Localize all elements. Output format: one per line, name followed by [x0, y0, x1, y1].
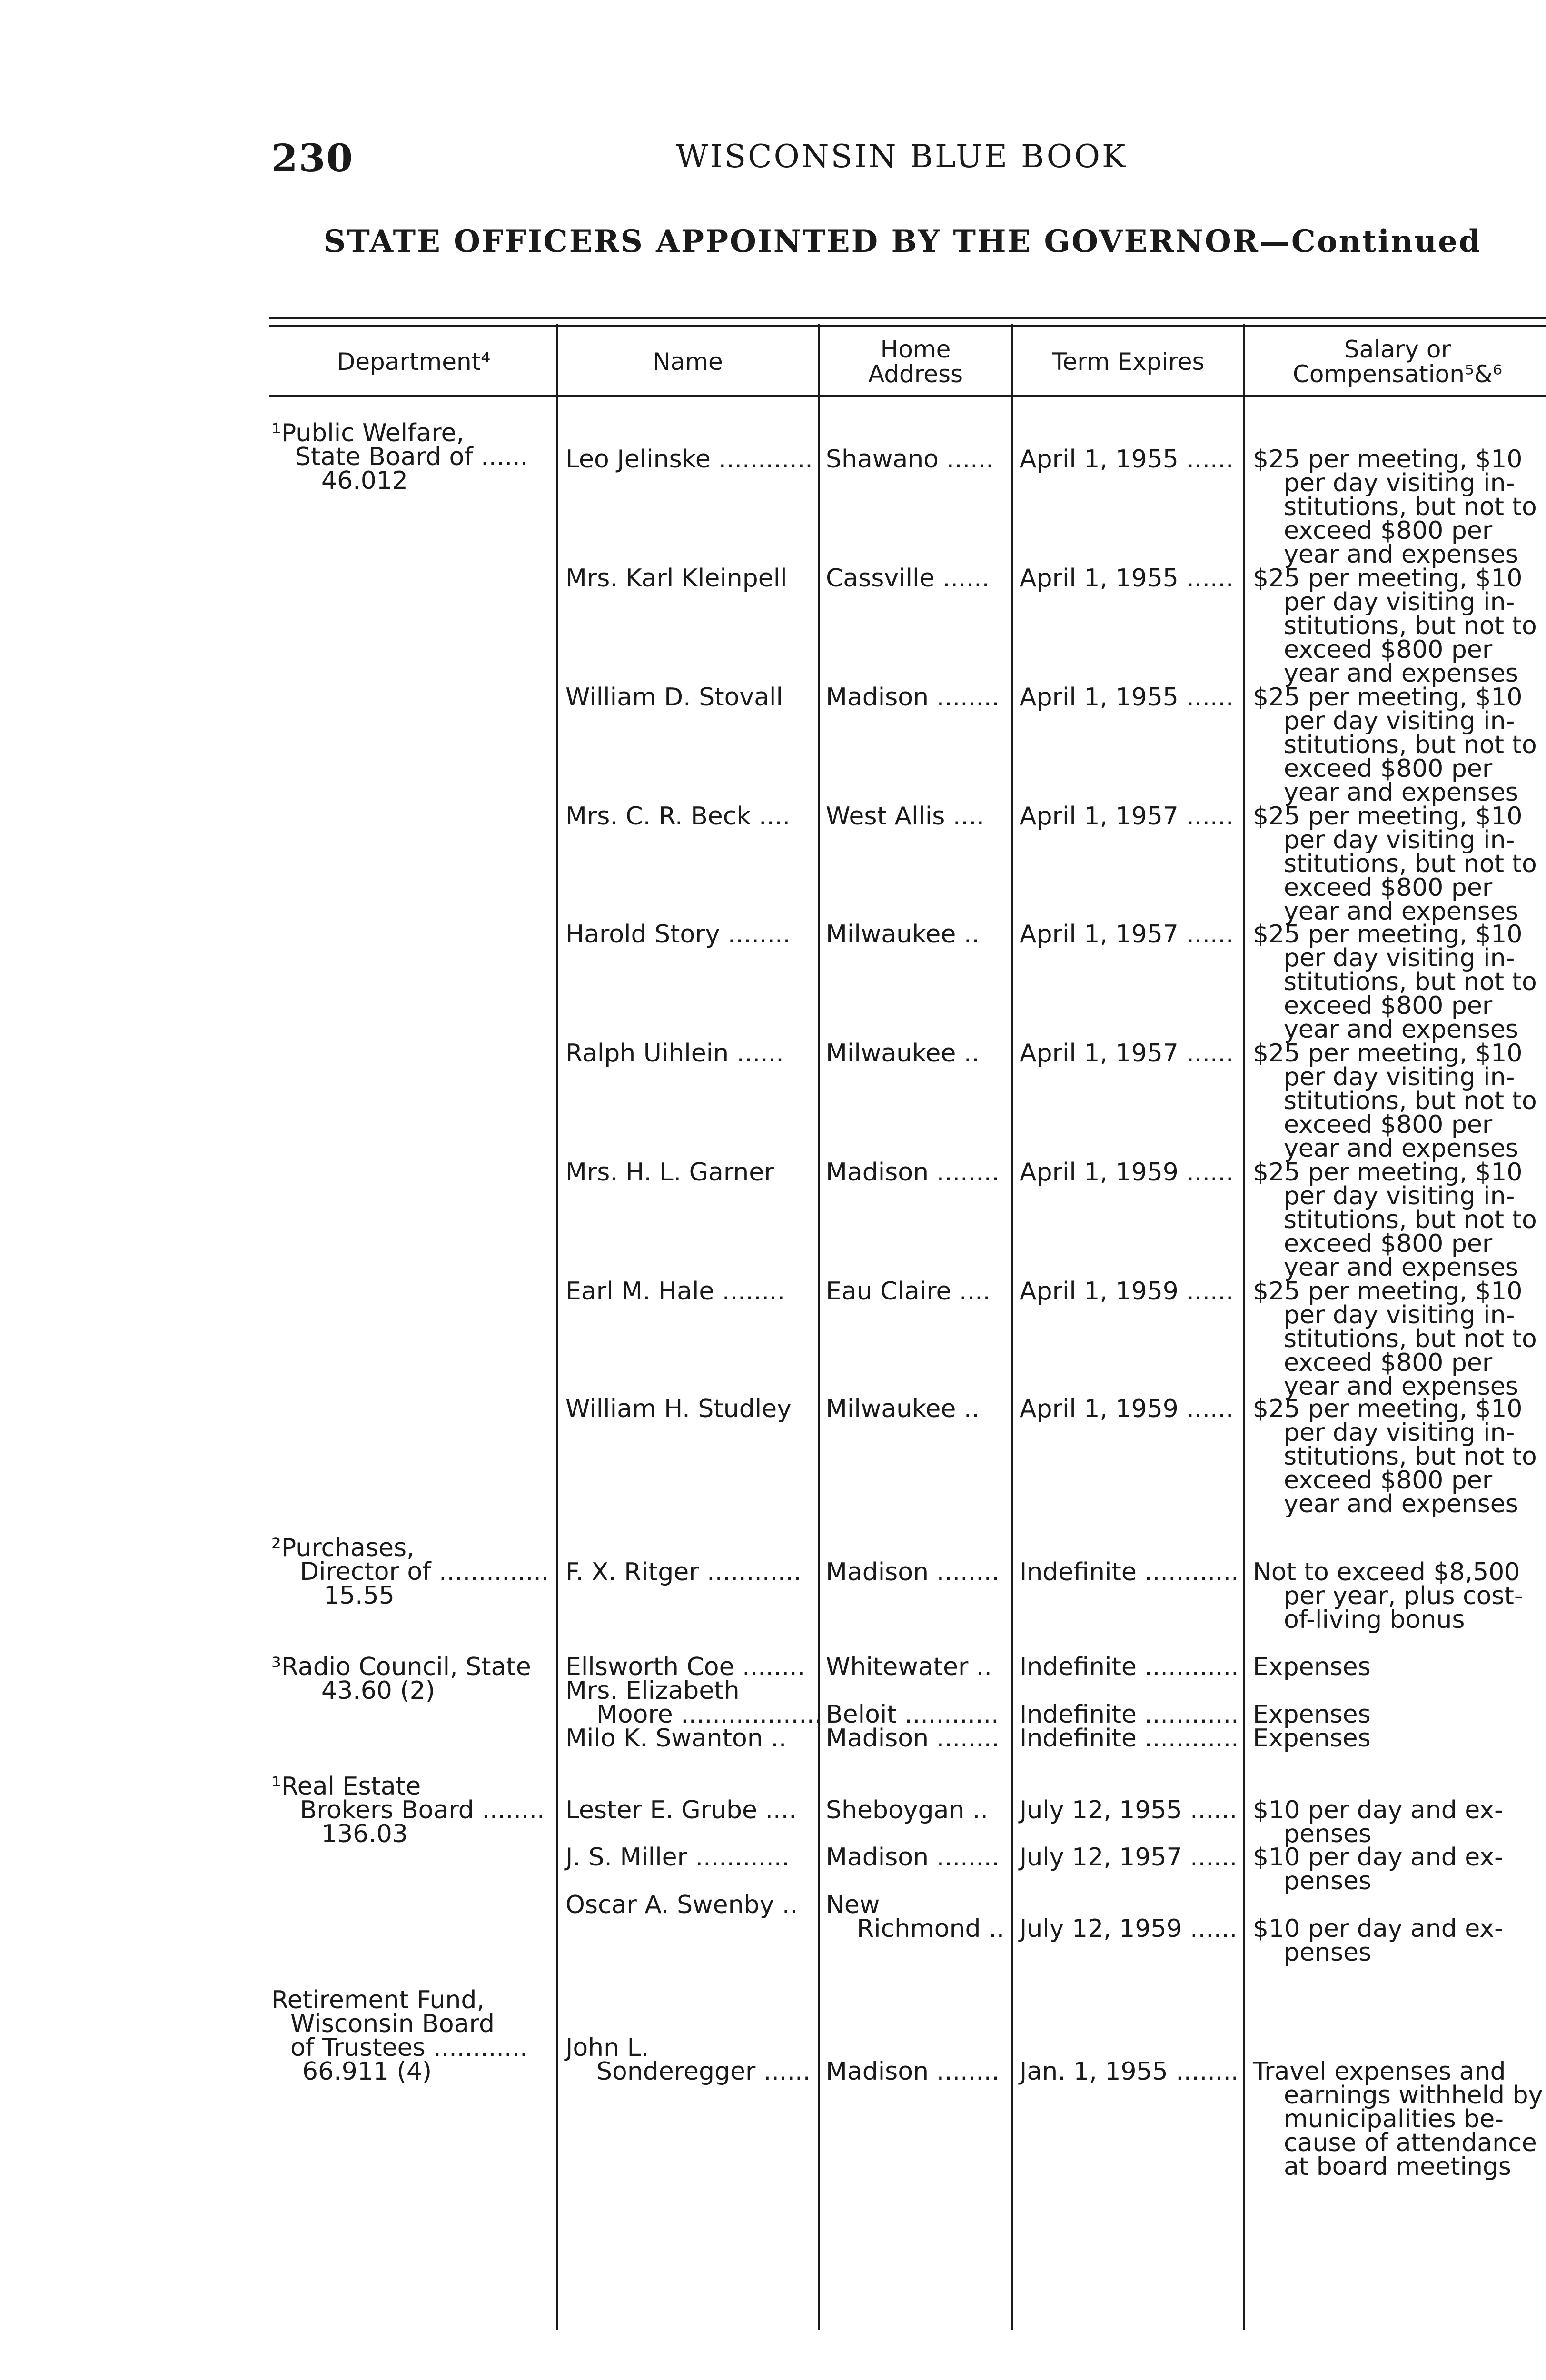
header-home-address	[820, 333, 1011, 390]
header-department: Department⁴	[337, 347, 491, 376]
table-row-salary	[1253, 802, 1546, 926]
statute-ref: 66.911 (4)	[302, 2057, 432, 2086]
salary-line: $10 per day and ex-	[1253, 1914, 1503, 1943]
table-row-term: April 1, 1959 ......	[1020, 1395, 1234, 1423]
table-top-rule	[269, 317, 1546, 319]
table-row-name: Leo Jelinske ............	[565, 445, 813, 474]
salary-line: per day visiting in-	[1284, 469, 1515, 497]
table-row-name: F. X. Ritger ............	[565, 1558, 802, 1587]
table-row-salary	[1253, 1845, 1546, 1893]
table-row-term: April 1, 1957 ......	[1020, 920, 1234, 949]
header-salary	[1245, 333, 1546, 390]
table-row-salary	[1253, 920, 1546, 1044]
department-retirement-fund	[271, 1986, 557, 2086]
table-row-address: Beloit ............	[826, 1700, 999, 1729]
column-divider	[1011, 324, 1013, 2330]
table-row-name: William D. Stovall	[565, 683, 783, 712]
column-divider	[1243, 324, 1245, 2330]
table-row-name: Harold Story ........	[565, 920, 791, 949]
table-row-salary	[1253, 1039, 1546, 1163]
salary-line: penses	[1284, 1820, 1372, 1848]
header-home-address-line1: Home	[880, 335, 951, 363]
salary-line: exceed $800 per	[1284, 873, 1493, 902]
salary-line: exceed $800 per	[1284, 754, 1493, 783]
table-row-address: Milwaukee ..	[826, 920, 980, 949]
table-row-address: Eau Claire ....	[826, 1277, 991, 1306]
header-term-expires: Term Expires	[1052, 347, 1205, 376]
salary-line: stitutions, but not to	[1284, 1206, 1537, 1234]
salary-line: year and expenses	[1284, 1372, 1518, 1401]
salary-line: year and expenses	[1284, 1490, 1518, 1518]
salary-line: stitutions, but not to	[1284, 1087, 1537, 1115]
table-row-salary	[1253, 1798, 1546, 1846]
salary-line: per day visiting in-	[1284, 826, 1515, 854]
salary-line: penses	[1284, 1867, 1372, 1895]
table-row-term: April 1, 1955 ......	[1020, 683, 1234, 712]
table-row-salary	[1253, 1914, 1546, 1967]
name-line: Mrs. Elizabeth	[565, 1676, 740, 1705]
department-line: Retirement Fund,	[271, 1986, 485, 2014]
table-row-address: Milwaukee ..	[826, 1039, 980, 1068]
salary-line: per year, plus cost-	[1284, 1582, 1523, 1610]
table-row-address: West Allis ....	[826, 802, 985, 831]
salary-line: $10 per day and ex-	[1253, 1796, 1503, 1825]
salary-line: stitutions, but not to	[1284, 1325, 1537, 1353]
table-row-term: April 1, 1959 ......	[1020, 1277, 1234, 1306]
page-number: 230	[271, 136, 354, 180]
salary-line: per day visiting in-	[1284, 707, 1515, 735]
table-row-term: Indefinite ............	[1020, 1724, 1239, 1753]
table-row-address: Madison ........	[826, 2057, 1000, 2086]
table-row-term: April 1, 1959 ......	[1020, 1158, 1234, 1187]
salary-line: municipalities be-	[1284, 2105, 1504, 2133]
salary-line: penses	[1284, 1938, 1372, 1967]
salary-line: $10 per day and ex-	[1253, 1843, 1503, 1872]
table-row-name: Ralph Uihlein ......	[565, 1039, 784, 1068]
salary-line: Not to exceed $8,500	[1253, 1558, 1520, 1587]
table-row-address: Whitewater ..	[826, 1653, 992, 1681]
salary-line: $25 per meeting, $10	[1253, 1277, 1523, 1306]
table-row-name: J. S. Miller ............	[565, 1843, 790, 1872]
salary-line: exceed $800 per	[1284, 1349, 1493, 1377]
table-row-salary	[1253, 1397, 1546, 1516]
header-home-address-line2: Address	[868, 360, 963, 388]
header-salary-line1: Salary or	[1344, 335, 1451, 363]
table-row-address: Madison ........	[826, 1158, 1000, 1187]
salary-line: $25 per meeting, $10	[1253, 683, 1523, 712]
department-line: of Trustees ............	[290, 2033, 528, 2062]
address-line: New	[826, 1891, 880, 1919]
salary-line: of-living bonus	[1284, 1606, 1465, 1634]
table-row-name: Oscar A. Swenby ..	[565, 1891, 798, 1919]
table-row-address: Milwaukee ..	[826, 1395, 980, 1423]
salary-line: exceed $800 per	[1284, 992, 1493, 1020]
salary-line: year and expenses	[1284, 1015, 1518, 1044]
table-row-term: April 1, 1957 ......	[1020, 802, 1234, 831]
statute-ref: 46.012	[321, 466, 408, 495]
table-row-salary	[1253, 1158, 1546, 1282]
salary-line: stitutions, but not to	[1284, 968, 1537, 996]
department-public-welfare	[271, 421, 557, 493]
salary-line: year and expenses	[1284, 897, 1518, 926]
salary-line: $25 per meeting, $10	[1253, 1395, 1523, 1423]
salary-line: cause of attendance	[1284, 2129, 1537, 2157]
table-row-name: Mrs. C. R. Beck ....	[565, 802, 791, 831]
salary-line: per day visiting in-	[1284, 1063, 1515, 1091]
salary-line: stitutions, but not to	[1284, 612, 1537, 640]
table-row-term: July 12, 1955 ......	[1020, 1796, 1238, 1825]
table-row-address: Madison ........	[826, 1558, 1000, 1587]
department-line: State Board of ......	[295, 443, 528, 471]
table-row-name: Lester E. Grube ....	[565, 1796, 797, 1825]
department-radio-council	[271, 1655, 557, 1703]
table-row-salary	[1253, 445, 1546, 569]
table-row-address: Madison ........	[826, 1724, 1000, 1753]
department-line: Brokers Board ........	[300, 1796, 545, 1825]
department-line: ³Radio Council, State	[271, 1653, 531, 1681]
table-row-salary	[1253, 2057, 1546, 2181]
salary-line: exceed $800 per	[1284, 1111, 1493, 1139]
salary-line: exceed $800 per	[1284, 516, 1493, 545]
salary-line: $25 per meeting, $10	[1253, 802, 1523, 831]
salary-line: per day visiting in-	[1284, 1301, 1515, 1329]
table-row-salary: Expenses	[1253, 1653, 1371, 1681]
salary-line: year and expenses	[1284, 1134, 1518, 1163]
table-row-name: Mrs. H. L. Garner	[565, 1158, 774, 1187]
running-head: WISCONSIN BLUE BOOK	[676, 138, 1128, 175]
table-row-term: Jan. 1, 1955 ........	[1020, 2057, 1239, 2086]
address-line: Richmond ..	[857, 1914, 1005, 1943]
salary-line: per day visiting in-	[1284, 1182, 1515, 1210]
table-row-salary	[1253, 1560, 1546, 1632]
table-row-address: Sheboygan ..	[826, 1796, 988, 1825]
table-row-term: April 1, 1957 ......	[1020, 1039, 1234, 1068]
column-divider	[818, 324, 820, 2330]
salary-line: $25 per meeting, $10	[1253, 564, 1523, 593]
name-line: Sonderegger ......	[596, 2057, 811, 2086]
table-row-salary: Expenses	[1253, 1700, 1371, 1729]
department-purchases	[271, 1534, 557, 1610]
table-row-name: Earl M. Hale ........	[565, 1277, 785, 1306]
header-bottom-rule	[269, 395, 1546, 397]
salary-line: year and expenses	[1284, 659, 1518, 688]
salary-line: earnings withheld by	[1284, 2081, 1543, 2110]
table-row-name	[565, 1676, 823, 1729]
salary-line: exceed $800 per	[1284, 1230, 1493, 1258]
salary-line: stitutions, but not to	[1284, 850, 1537, 878]
salary-line: $25 per meeting, $10	[1253, 445, 1523, 474]
table-row-address: Cassville ......	[826, 564, 990, 593]
salary-line: stitutions, but not to	[1284, 731, 1537, 759]
salary-line: $25 per meeting, $10	[1253, 1158, 1523, 1187]
department-line: ²Purchases,	[271, 1534, 415, 1562]
department-line: Wisconsin Board	[290, 2010, 495, 2038]
table-row-address: Madison ........	[826, 683, 1000, 712]
salary-line: $25 per meeting, $10	[1253, 1039, 1523, 1068]
table-row-name: William H. Studley	[565, 1395, 792, 1423]
table-row-term: Indefinite ............	[1020, 1653, 1239, 1681]
salary-line: exceed $800 per	[1284, 635, 1493, 664]
table-top-rule-thin	[269, 325, 1546, 327]
name-line: Moore ..................	[596, 1700, 823, 1729]
department-line: Director of ..............	[300, 1557, 549, 1586]
table-row-address: Shawano ......	[826, 445, 994, 474]
table-row-name: Mrs. Karl Kleinpell	[565, 564, 787, 593]
page-title: STATE OFFICERS APPOINTED BY THE GOVERNOR—Continued	[324, 224, 1482, 259]
table-row-term: April 1, 1955 ......	[1020, 445, 1234, 474]
name-line: John L.	[565, 2033, 649, 2062]
statute-ref: 136.03	[321, 1820, 408, 1848]
table-row-address: Madison ........	[826, 1843, 1000, 1872]
salary-line: year and expenses	[1284, 1253, 1518, 1282]
salary-line: exceed $800 per	[1284, 1466, 1493, 1495]
table-row-term: July 12, 1959 ......	[1020, 1914, 1238, 1943]
salary-line: per day visiting in-	[1284, 588, 1515, 616]
table-row-term: July 12, 1957 ......	[1020, 1843, 1238, 1872]
department-line: ¹Real Estate	[271, 1772, 421, 1801]
table-row-term: April 1, 1955 ......	[1020, 564, 1234, 593]
table-row-address	[826, 1893, 1011, 1941]
header-name: Name	[653, 347, 723, 376]
table-row-term: Indefinite ............	[1020, 1558, 1239, 1587]
salary-line: at board meetings	[1284, 2152, 1512, 2181]
salary-line: Travel expenses and	[1253, 2057, 1506, 2086]
table-row-term: Indefinite ............	[1020, 1700, 1239, 1729]
salary-line: stitutions, but not to	[1284, 1442, 1537, 1471]
salary-line: year and expenses	[1284, 540, 1518, 569]
salary-line: per day visiting in-	[1284, 1418, 1515, 1447]
table-row-name: Milo K. Swanton ..	[565, 1724, 787, 1753]
statute-ref: 43.60 (2)	[321, 1676, 436, 1705]
table-row-salary	[1253, 683, 1546, 807]
department-real-estate	[271, 1772, 557, 1848]
table-row-name	[565, 2033, 818, 2086]
header-salary-line2: Compensation⁵&⁶	[1293, 360, 1502, 388]
table-row-salary	[1253, 1277, 1546, 1401]
salary-line: $25 per meeting, $10	[1253, 920, 1523, 949]
statute-ref: 15.55	[324, 1581, 395, 1610]
department-line: ¹Public Welfare,	[271, 419, 465, 447]
table-row-salary	[1253, 564, 1546, 688]
table-row-salary: Expenses	[1253, 1724, 1371, 1753]
table-row-name: Ellsworth Coe ........	[565, 1653, 805, 1681]
salary-line: year and expenses	[1284, 778, 1518, 807]
salary-line: stitutions, but not to	[1284, 493, 1537, 521]
salary-line: per day visiting in-	[1284, 944, 1515, 972]
